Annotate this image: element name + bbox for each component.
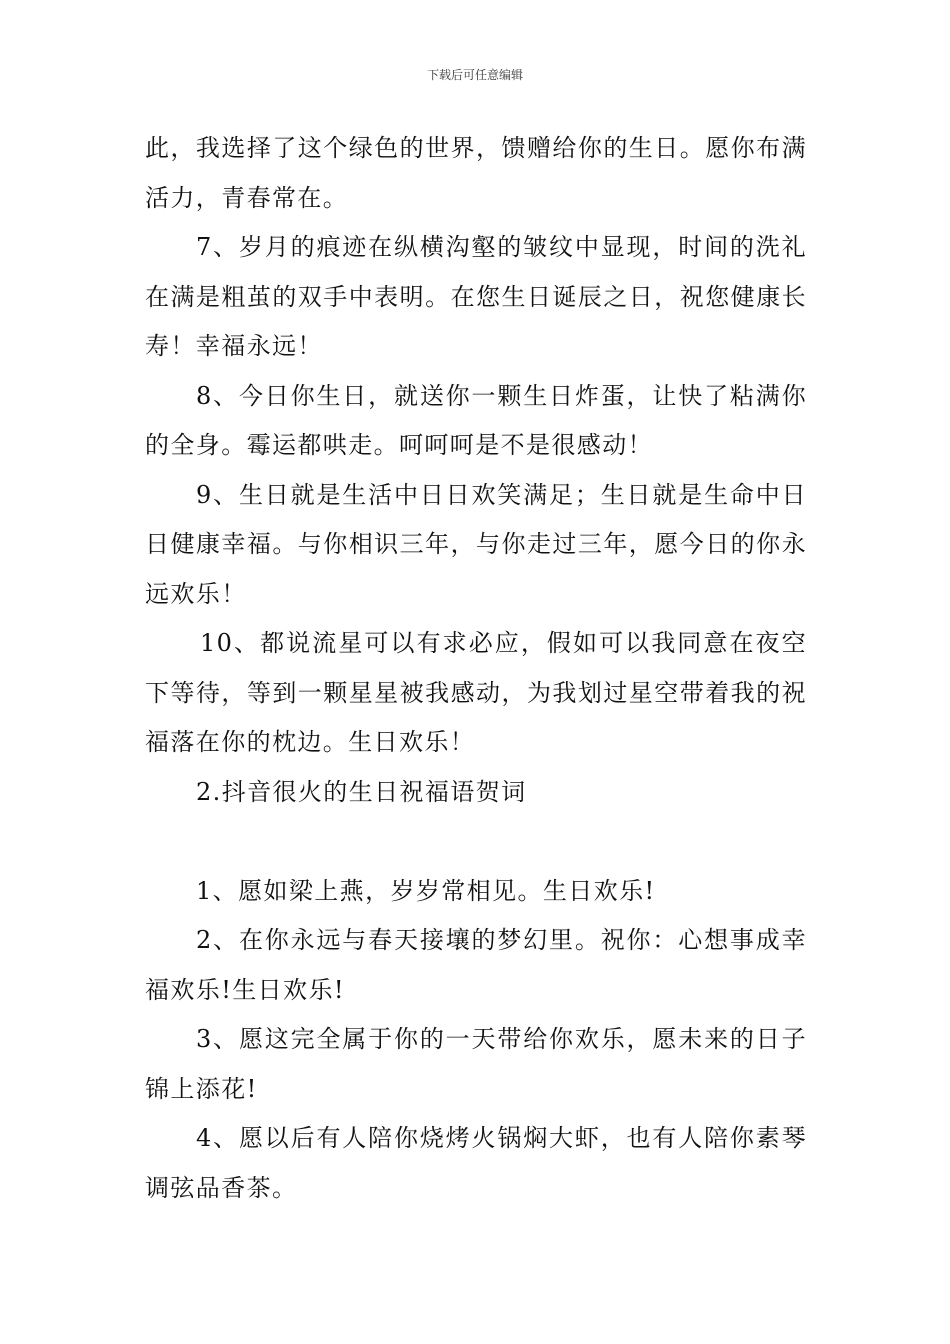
paragraph-item-8: 8、今日你生日，就送你一颗生日炸蛋，让快了粘满你的全身。霉运都哄走。呵呵呵是不是很感动！	[145, 381, 807, 459]
page-header-note: 下载后可任意编辑	[426, 68, 523, 82]
paragraph-item-7: 7、岁月的痕迹在纵横沟壑的皱纹中显现，时间的洗礼在满是粗茧的双手中表明。在您生日诞辰之日，祝您健康长寿！幸福永远！	[145, 233, 807, 360]
paragraph-item-2: 2、在你永远与春天接壤的梦幻里。祝你：心想事成幸福欢乐!生日欢乐!	[145, 926, 807, 1004]
paragraph-item-9: 9、生日就是生活中日日欢笑满足；生日就是生命中日日健康幸福。与你相识三年，与你走过三年，愿今日的你永远欢乐！	[145, 480, 807, 608]
paragraph-item-10: 10、都说流星可以有求必应，假如可以我同意在夜空下等待，等到一颗星星被我感动，为我划过星空带着我的祝福落在你的枕边。生日欢乐！	[145, 629, 807, 756]
paragraph-item-4: 4、愿以后有人陪你烧烤火锅焖大虾，也有人陪你素琴调弦品香茶。	[145, 1124, 807, 1202]
document-body	[145, 124, 807, 1213]
blank-line	[145, 817, 807, 867]
paragraph-item-3: 3、愿这完全属于你的一天带给你欢乐，愿未来的日子锦上添花!	[145, 1025, 807, 1103]
paragraph-item-1: 1、愿如梁上燕，岁岁常相见。生日欢乐!	[196, 876, 656, 905]
paragraph-continuation: 此，我选择了这个绿色的世界，馈赠给你的生日。愿你布满活力，青春常在。	[145, 134, 807, 212]
section-heading: 2.抖音很火的生日祝福语贺词	[196, 777, 527, 806]
